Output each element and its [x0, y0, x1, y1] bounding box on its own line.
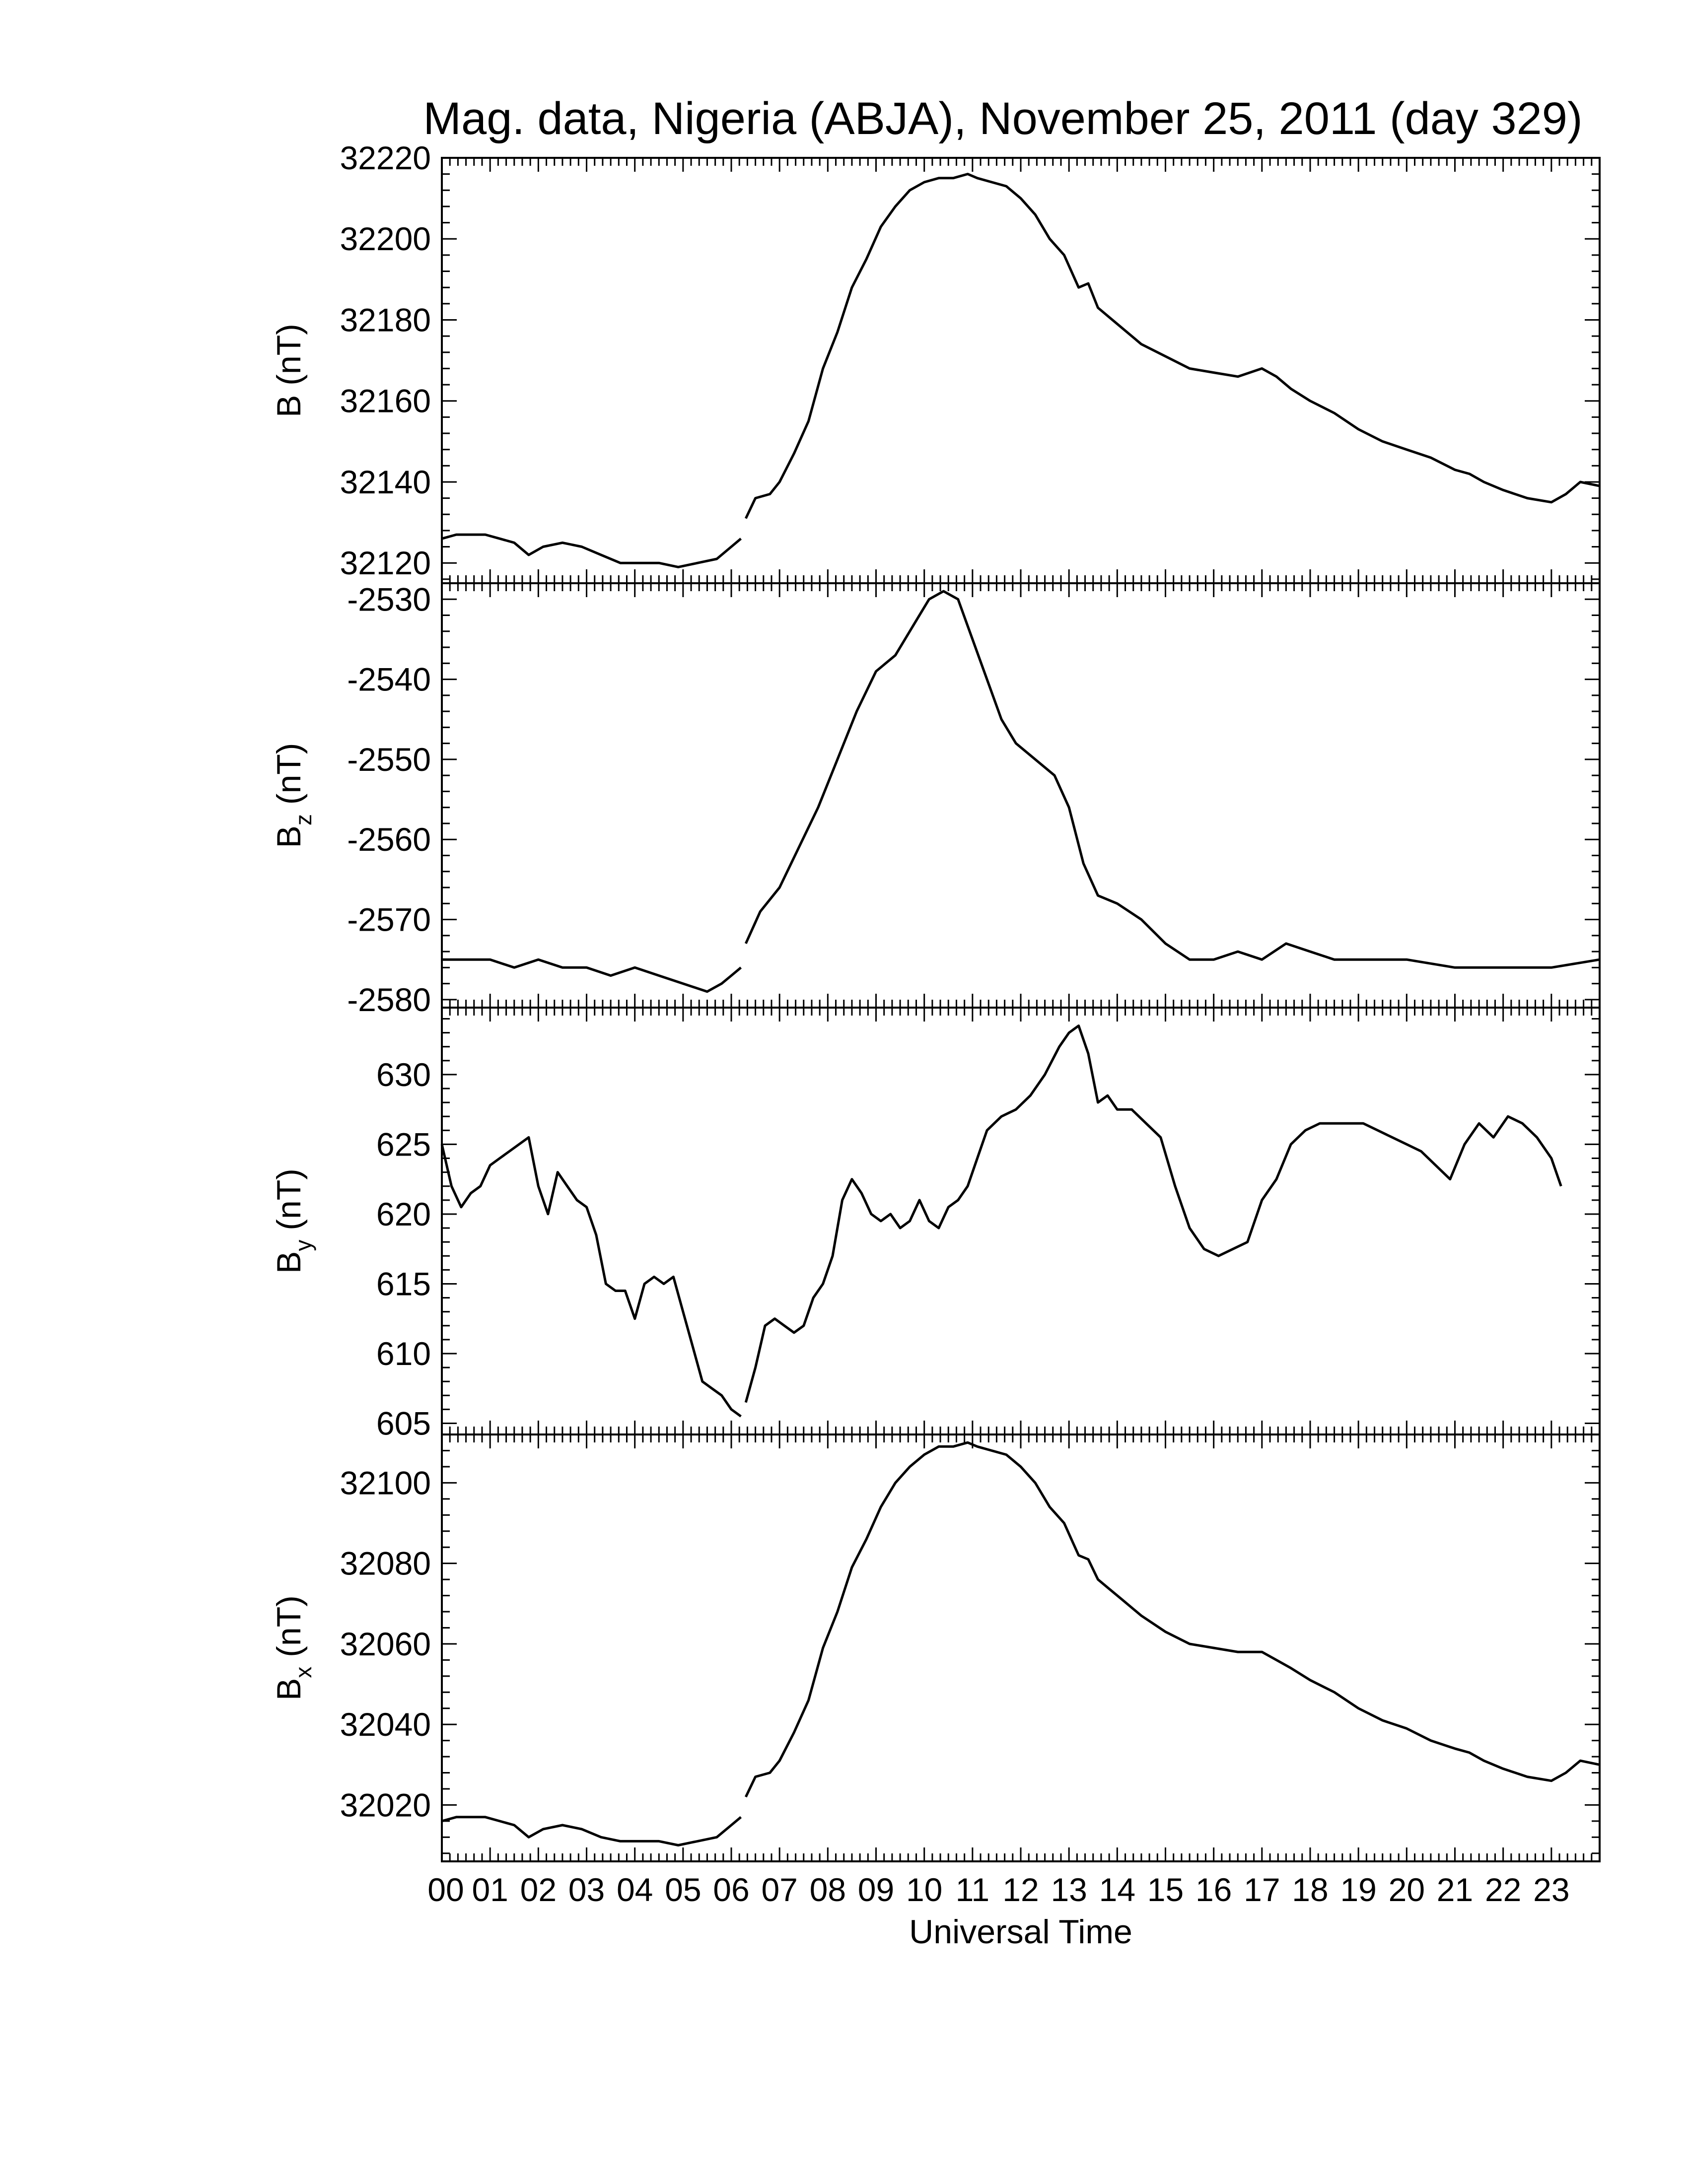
y-axis-label: $B_x$ (nT) [270, 1595, 316, 1701]
x-tick-label: 00 [427, 1871, 464, 1908]
y-tick-label: 32020 [340, 1786, 431, 1824]
x-tick-label: 05 [665, 1871, 702, 1908]
y-tick-label: -2530 [347, 581, 431, 618]
y-tick-label: 32220 [340, 139, 431, 176]
x-tick-label: 14 [1099, 1871, 1136, 1908]
x-tick-label: 23 [1533, 1871, 1570, 1908]
chart-title: Mag. data, Nigeria (ABJA), November 25, 2011 (day 329) [423, 93, 1583, 144]
y-tick-label: -2550 [347, 741, 431, 778]
x-tick-label: 17 [1244, 1871, 1280, 1908]
x-tick-label: 19 [1340, 1871, 1377, 1908]
y-tick-label: 32100 [340, 1464, 431, 1502]
series-line-segment-1 [746, 1442, 1600, 1797]
panel-bx [270, 1434, 1600, 1861]
x-axis-label: Universal Time [909, 1913, 1132, 1951]
x-tick-labels [427, 1871, 1569, 1908]
x-tick-label: 18 [1292, 1871, 1329, 1908]
x-tick-label: 15 [1147, 1871, 1184, 1908]
y-tick-label: 615 [376, 1265, 431, 1302]
x-tick-label: 02 [520, 1871, 557, 1908]
x-tick-label: 13 [1051, 1871, 1087, 1908]
x-tick-label: 03 [568, 1871, 605, 1908]
y-tick-label: 630 [376, 1056, 431, 1093]
y-tick-label: 32140 [340, 463, 431, 500]
panel-bz [270, 581, 1600, 1018]
x-tick-label: 10 [906, 1871, 943, 1908]
series-line-segment-0 [442, 1817, 741, 1845]
y-tick-label: 32080 [340, 1545, 431, 1582]
series-line-segment-0 [442, 535, 741, 567]
y-tick-label: 32060 [340, 1625, 431, 1662]
y-tick-label: -2580 [347, 981, 431, 1018]
x-tick-label: 11 [955, 1871, 990, 1908]
panel-frame [442, 583, 1600, 1008]
y-axis-label: $B_y$ (nT) [270, 1168, 316, 1274]
y-tick-label: 605 [376, 1405, 431, 1442]
y-axis-label: B (nT) [270, 324, 308, 417]
y-tick-label: 32180 [340, 301, 431, 339]
y-tick-label: 610 [376, 1335, 431, 1372]
x-tick-label: 01 [472, 1871, 508, 1908]
x-tick-label: 16 [1195, 1871, 1232, 1908]
x-tick-label: 20 [1388, 1871, 1425, 1908]
x-tick-label: 12 [1002, 1871, 1039, 1908]
panel-b-total [270, 139, 1600, 583]
series-line-segment-1 [746, 174, 1600, 519]
y-tick-label: 620 [376, 1195, 431, 1232]
x-tick-label: 06 [713, 1871, 750, 1908]
panel-frame [442, 158, 1600, 583]
series-line-segment-0 [442, 959, 741, 992]
series-line-segment-1 [746, 591, 1600, 967]
y-tick-label: 625 [376, 1126, 431, 1163]
panel-frame [442, 1008, 1600, 1434]
series-line-segment-1 [746, 1026, 1561, 1403]
y-tick-label: 32200 [340, 220, 431, 258]
y-tick-label: -2560 [347, 821, 431, 858]
y-tick-label: -2540 [347, 661, 431, 698]
panel-by [270, 1008, 1600, 1442]
x-tick-label: 22 [1484, 1871, 1522, 1908]
y-tick-label: 32040 [340, 1706, 431, 1743]
panel-frame [442, 1434, 1600, 1861]
x-tick-label: 04 [616, 1871, 653, 1908]
series-line-segment-0 [442, 1137, 741, 1416]
x-tick-label: 08 [809, 1871, 846, 1908]
y-tick-label: 32120 [340, 545, 431, 582]
x-tick-label: 21 [1436, 1871, 1474, 1908]
x-tick-label: 09 [857, 1871, 895, 1908]
x-tick-label: 07 [761, 1871, 798, 1908]
y-tick-label: -2570 [347, 901, 431, 938]
y-tick-label: 32160 [340, 382, 431, 419]
y-axis-label: $B_z$ (nT) [270, 743, 316, 848]
